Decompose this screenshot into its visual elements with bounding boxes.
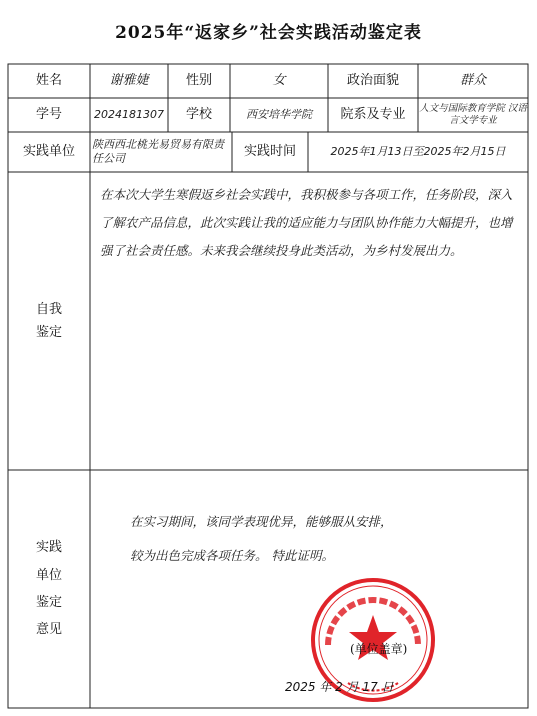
dept-value: 人文与国际教育学院 汉语言文学专业 bbox=[419, 103, 527, 126]
id-label: 学号 bbox=[35, 106, 62, 122]
dept-label: 院系及专业 bbox=[340, 106, 406, 122]
sign-date: 2025 年 2 月 17 日 bbox=[285, 680, 394, 694]
stamp-label: (单位盖章) bbox=[350, 642, 408, 656]
unit-opinion-line2: 较为出色完成各项任务。 特此证明。 bbox=[130, 548, 334, 563]
politics-value: 群众 bbox=[459, 72, 486, 88]
time-value: 2025年1月13日至2025年2月15日 bbox=[330, 145, 506, 159]
politics-label: 政治面貌 bbox=[346, 72, 399, 88]
unit-opinion-line1: 在实习期间，该同学表现优异，能够服从安排， bbox=[130, 514, 393, 529]
form-title: 2025年“返家乡”社会实践活动鉴定表 bbox=[115, 23, 422, 43]
gender-label: 性别 bbox=[185, 72, 212, 88]
id-value: 2024181307 bbox=[94, 108, 164, 122]
unit-opinion-label-line3: 鉴定 bbox=[35, 595, 62, 610]
unit-label: 实践单位 bbox=[22, 143, 75, 159]
time-label: 实践时间 bbox=[243, 143, 296, 159]
self-eval-label-line2: 鉴定 bbox=[35, 325, 62, 340]
name-label: 姓名 bbox=[35, 72, 62, 88]
unit-value: 陕西西北桃光易贸易有限责任公司 bbox=[92, 138, 224, 165]
name-value: 谢雅婕 bbox=[109, 72, 149, 88]
school-value: 西安培华学院 bbox=[246, 108, 312, 122]
unit-opinion-label-line2: 单位 bbox=[35, 567, 62, 583]
unit-opinion-text bbox=[130, 505, 520, 573]
self-eval-text: 在本次大学生寒假返乡社会实践中，我积极参与各项工作，任务阶段，深入了解农产品信息，此次实践让我的适应能力与团队协作能力大幅提升，也增强了社会责任感。未来我会继续投身此类活动，为乡村发展出力。 bbox=[100, 187, 513, 258]
unit-opinion-label-line1: 实践 bbox=[35, 540, 62, 556]
school-label: 学校 bbox=[185, 106, 212, 122]
unit-opinion-label bbox=[8, 470, 90, 708]
self-eval-label bbox=[8, 172, 90, 470]
self-eval-label-line1: 自我 bbox=[35, 301, 62, 317]
unit-opinion-label-line4: 意见 bbox=[35, 622, 62, 638]
gender-value: 女 bbox=[272, 72, 286, 88]
